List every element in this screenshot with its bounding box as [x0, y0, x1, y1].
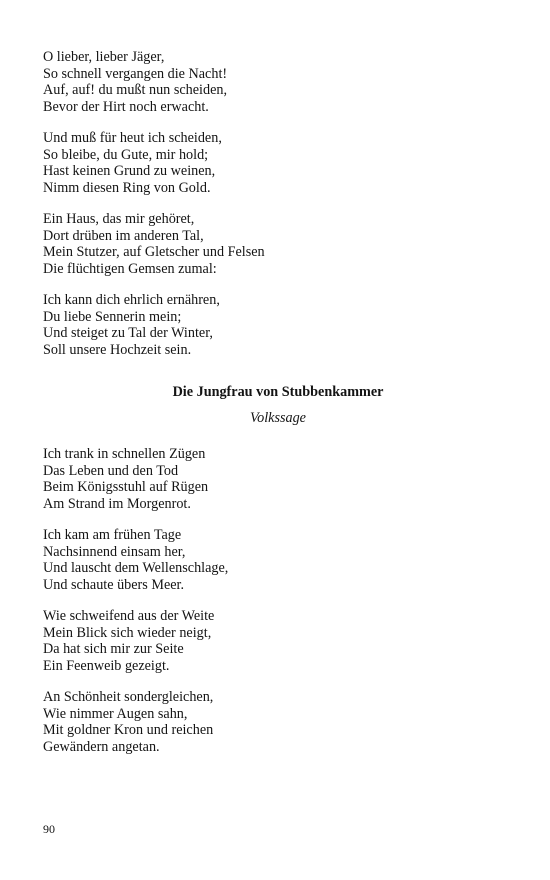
verse-line: Am Strand im Morgenrot. [43, 495, 191, 512]
verse-line: Ich trank in schnellen Zügen [43, 445, 206, 462]
stanza [43, 608, 513, 675]
verse-line: Auf, auf! du mußt nun scheiden, [43, 82, 228, 99]
verse-line: Ein Feenweib gezeigt. [43, 657, 170, 674]
verse-line: Mein Stutzer, auf Gletscher und Felsen [43, 244, 265, 261]
verse-line: Nachsinnend einsam her, [43, 543, 186, 560]
poem-title: Die Jungfrau von Stubbenkammer [172, 383, 384, 400]
verse-line: An Schönheit sondergleichen, [43, 688, 214, 705]
verse-line: Und schaute übers Meer. [43, 576, 185, 593]
verse-line: Beim Königsstuhl auf Rügen [43, 479, 209, 496]
verse-line: Da hat sich mir zur Seite [43, 641, 184, 658]
verse-line: So schnell vergangen die Nacht! [43, 65, 228, 82]
page-number: 90 [43, 822, 55, 836]
verse-line: Dort drüben im anderen Tal, [43, 227, 204, 244]
stanza [43, 130, 513, 197]
verse-line: Wie schweifend aus der Weite [43, 607, 215, 624]
verse-line: Bevor der Hirt noch erwacht. [43, 99, 209, 116]
stanza [43, 689, 513, 756]
poem-continued [43, 49, 513, 359]
verse-line: O lieber, lieber Jäger, [43, 49, 165, 65]
verse-line: Wie nimmer Augen sahn, [43, 705, 188, 722]
verse-line: Die flüchtigen Gemsen zumal: [43, 261, 217, 278]
verse-line: Und muß für heut ich scheiden, [43, 130, 222, 146]
stanza [43, 292, 513, 359]
verse-line: Soll unsere Hochzeit sein. [43, 342, 192, 359]
verse-line: Gewändern angetan. [43, 738, 160, 755]
verse-line: Du liebe Sennerin mein; [43, 308, 182, 325]
stanza [43, 49, 513, 116]
verse-line: Ich kann dich ehrlich ernähren, [43, 292, 220, 308]
verse-line: Hast keinen Grund zu weinen, [43, 163, 216, 180]
verse-line: Das Leben und den Tod [43, 462, 179, 479]
verse-line: So bleibe, du Gute, mir hold; [43, 146, 209, 163]
verse-line: Mit goldner Kron und reichen [43, 722, 214, 739]
verse-line: Nimm diesen Ring von Gold. [43, 180, 211, 197]
verse-line: Ein Haus, das mir gehöret, [43, 211, 195, 227]
page-body [43, 49, 513, 770]
verse-line: Und steiget zu Tal der Winter, [43, 325, 213, 342]
stanza [43, 446, 513, 513]
verse-line: Ich kam am frühen Tage [43, 526, 182, 543]
poem-subtitle: Volkssage [250, 409, 306, 426]
verse-line: Und lauscht dem Wellenschlage, [43, 560, 229, 577]
verse-line: Mein Blick sich wieder neigt, [43, 624, 212, 641]
stanza [43, 211, 513, 278]
stanza [43, 527, 513, 594]
poem-stubbenkammer [43, 446, 513, 756]
